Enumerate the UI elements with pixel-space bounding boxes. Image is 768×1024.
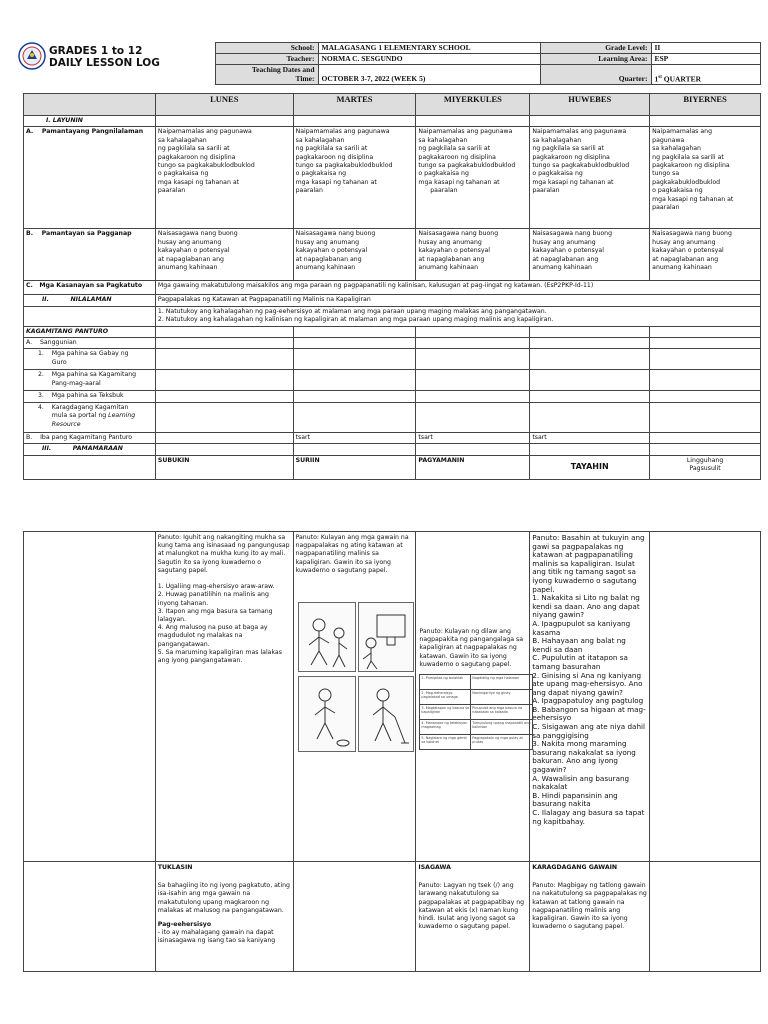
title-line-2: DAILY LESSON LOG (49, 57, 160, 69)
suriin-activity (293, 532, 416, 862)
quarter-value (651, 65, 761, 85)
nilalaman-title: Pagpapalakas ng Katawan at Pagpapanatili ng Malinis na Kapaligiran (155, 295, 760, 306)
pagyamanin-chart-row (420, 735, 533, 750)
pagyamanin-chart-left: 5. Naglalaro ng mga gamit sa kabinet (420, 735, 471, 750)
dates-value: OCTOBER 3-7, 2022 (WEEK 5) (318, 65, 540, 85)
ref-gabay-guro: 1. Mga pahina sa Gabay ng Guro (24, 349, 156, 370)
dates-label-line-1: Teaching Dates and (251, 65, 315, 74)
title-line-1: GRADES 1 to 12 (49, 45, 143, 57)
ref-lr-portal-text: 4. Karagdagang Kagamitan mula sa portal ng (38, 403, 129, 420)
lesson-table (23, 93, 761, 480)
pamantayan-sa-pagganap-label: B. Pamantayan sa Pagganap (24, 229, 156, 281)
subukin-activity: Panuto: Iguhit ang nakangiting mukha sa kung tama ang isinasaad ng pangungusap at malungkot na mukha kung ito ay mali. Sagutin ito sa iyong kuwaderno o sagutang papel. 1. Ugaliing mag-ehersisyo araw-araw. 2. Huwag panatilihin na malinis ang inyong tahanan. 3. Itapon ang mga basura sa tamang lalagyan. 4. Ang malusog na puso at baga ay magdudulot ng malakas na pangangatawan. 5. Sa maruming kapaligiran mas lalakas ang iyong pangangatawan. (155, 532, 293, 862)
grade-level-value: II (651, 43, 761, 54)
pag-eehersisyo-label: Pag-eehersisyo (157, 921, 212, 929)
nilalaman-objective-2: 2. Natutukoy ang kahalagahan ng kalinisan ng kapaligiran at malaman ang mga paraan upang maging malinis ang kapaligiran. (157, 316, 554, 324)
pagyamanin-chart-row (420, 690, 533, 705)
pagyamanin-chart-left: 1. Pumipitas ng bulaklak (420, 675, 471, 690)
pagyamanin-chart-right: Pinupulot ang mga basura na nakakalat sa kalsada (471, 705, 533, 720)
pag-eehersisyo-text: - ito ay mahalagang gawain na dapat isinasagawa ng isang tao sa kaniyang (157, 929, 276, 945)
nilalaman-objective-1: 1. Natutukoy ang kahalagahan ng pag-eehersisyo at malaman ang mga paraan upang maging malakas ang pangangatawan. (157, 307, 547, 315)
day-header-huwebes: HUWEBES (530, 94, 650, 116)
pangnilalaman-lunes: Naipamamalas ang pagunawa sa kahalagahan ng pagkilala sa sarili at pagkakaroon ng disiplina tungo sa pagkakabuklodbuklod o pagkakaisa ng mga kasapi ng tahanan at paaralan (155, 127, 293, 229)
tayahin-label: TAYAHIN (530, 455, 650, 479)
layunin-heading: I. LAYUNIN (24, 116, 156, 127)
pagyamanin-chart-right: Naninigarilyo ng ginay (471, 690, 533, 705)
pangnilalaman-martes: Naipamamalas ang pagunawa sa kahalagahan ng pagkilala sa sarili at pagkakaroon ng disiplina tungo sa pagkakabuklodbuklod o pagkakaisa ng mga kasapi ng tahanan at paaralan (293, 127, 416, 229)
grade-level-label: Grade Level: (540, 43, 651, 54)
pagganap-miyerkules: Naisasagawa nang buong husay ang anumang kakayahan o potensyal at napaglabanan ang anumang kahinaan (416, 229, 530, 281)
pangnilalaman-huwebes: Naipamamalas ang pagunawa sa kahalagahan ng pagkilala sa sarili at pagkakaroon ng disiplina tungo sa pagkakabuklodbuklod o pagkakaisa ng mga kasapi ng tahanan at paaralan (530, 127, 650, 229)
illustration-littering (298, 676, 356, 752)
isagawa-activity (416, 862, 530, 972)
header-grid (17, 42, 761, 85)
isagawa-label: ISAGAWA (418, 864, 451, 871)
pagyamanin-chart-left: 4. Manonood ng telebisyon magdamag (420, 720, 471, 735)
quarter-label: Quarter: (540, 65, 651, 85)
suriin-label: SURIIN (293, 455, 416, 479)
lingguhang-pagsusulit: Lingguhang Pagsusulit (650, 455, 761, 479)
illustration-exercise (298, 602, 356, 672)
kasanayan-text: Mga gawaing makatutulong maisakilos ang mga paraan ng pagpapanatili ng kalinisan, kalusugan at pag-iingat ng katawan. (EsP2PKP-Id-11) (155, 281, 760, 295)
pagyamanin-chart-right: Pagpapakain ng mga gulay at prutas (471, 735, 533, 750)
iba-pang-kagamitan-label: B. Iba pang Kagamitang Panturo (24, 432, 156, 443)
pagyamanin-instructions: Panuto: Kulayan ng dilaw ang nagpapakita ng pangangalaga sa kapaligiran at nagpapalakas ng katawan. Gawin ito sa iyong kuwaderno o sagutang papel. (419, 628, 525, 668)
illustration-television (358, 602, 414, 672)
tsart-martes: tsart (293, 432, 416, 443)
learning-area-value: ESP (651, 54, 761, 65)
learning-area-label: Learning Area: (540, 54, 651, 65)
subukin-label: SUBUKIN (155, 455, 293, 479)
pagyamanin-chart-row (420, 705, 533, 720)
tuklasin-text: Sa bahagiing ito ng iyong pagkatuto, ating isa-isahin ang mga gawain na makatutulong upang magkaroon ng malakas at malusog na pangangatawan. (157, 882, 290, 914)
pamantayang-pangnilalaman-label: A. Pamantayang Pangnilalaman (24, 127, 156, 229)
day-header-miyerkules: MIYERKULES (416, 94, 530, 116)
ref-kagamitang-mag-aaral: 2. Mga pahina sa Kagamitang Pang-mag-aaral (24, 370, 156, 391)
suriin-instructions: Panuto: Kulayan ang mga gawain na nagpapalakas ng ating katawan at nagpapanatiling malinis sa kapaligiran. Gawin ito sa iyong kuwaderno o sagutang papel. (295, 534, 411, 574)
pagyamanin-chart-row (420, 720, 533, 735)
tuklasin-activity (155, 862, 293, 972)
school-label: School: (215, 43, 318, 54)
day-header-lunes: LUNES (155, 94, 293, 116)
quarter-number: 1 (654, 74, 659, 83)
nilalaman-heading: II. NILALAMAN (24, 295, 156, 306)
pagyamanin-label: PAGYAMANIN (416, 455, 530, 479)
tsart-miyerkules: tsart (416, 432, 530, 443)
pagganap-lunes: Naisasagawa nang buong husay ang anumang kakayahan o potensyal at napaglabanan ang anumang kahinaan (155, 229, 293, 281)
day-header-martes: MARTES (293, 94, 416, 116)
quarter-word: QUARTER (661, 74, 701, 83)
pagyamanin-chart-left: 3. Magtatapon ng basura sa kapaligiran (420, 705, 471, 720)
teacher-value: NORMA C. SESGUNDO (318, 54, 540, 65)
ref-lr-portal-italic: Learning Resource (51, 412, 136, 428)
isagawa-text: Panuto: Lagyan ng tsek (/) ang larawang nakatutulong sa pagpapalakas at pagpapatibay ng katawan at ekis (x) naman kung hindi. Isulat ang iyong sagot sa kuwaderno o sagutang papel. (418, 882, 525, 931)
tayahin-activity: Panuto: Basahin at tukuyin ang gawi sa pagpapalakas ng katawan at pagpapanatiling malinis sa kapaligiran. Isulat ang titik ng tamang sagot sa iyong kuwaderno o sagutang papel. 1. Nakakita si Lito ng balat ng kendi sa daan. Ano ang dapat niyang gawin? A. Ipagpupulot sa kaniyang kasama B. Hahayaan ang balat ng kendi sa daan C. Pupulutin at itatapon sa tamang basurahan 2. Ginising si Ana ng kaniyang ate upang mag-ehersisyo. Ano ang dapat niyang gawin? A. Ipagpapatuloy ang pagtulog B. Babangon sa higaan at mag-eehersisyo C. Sisigawan ang ate niya dahil sa panggigising 3. Nakita mong maraming basurang nakakalat sa iyong bakuran. Ano ang iyong gagawin? A. Wawalisin ang basurang nakakalat B. Hindi papansinin ang basurang nakita C. Ilalagay ang basura sa tapat ng kapitbahay. (530, 532, 650, 862)
pagyamanin-chart-right: Tumutulong upang mapanatili ang kalinisan (471, 720, 533, 735)
karagdagang-gawain-text: Panuto: Magbigay ng tatlong gawain na nakatutulong sa pagpapalakas ng katawan at tatlong gawain na nagpapanatiling malinis ang kapaligiran. Gawin ito sa iyong kuwaderno o sagutang papel. (532, 882, 647, 931)
quarter-suffix: st (658, 74, 662, 80)
pagganap-martes: Naisasagawa nang buong husay ang anumang kakayahan o potensyal at napaglabanan ang anumang kahinaan (293, 229, 416, 281)
teacher-label: Teacher: (215, 54, 318, 65)
pagganap-biyernes: Naisasagawa nang buong husay ang anumang kakayahan o potensyal at napaglabanan ang anumang kahinaan (650, 229, 761, 281)
pagyamanin-chart (419, 674, 533, 750)
kagamitang-panturo-heading: KAGAMITANG PANTURO (24, 326, 156, 337)
school-value: MALAGASANG 1 ELEMENTARY SCHOOL (318, 43, 540, 54)
ref-teksbuk: 3. Mga pahina sa Teksbuk (24, 391, 156, 402)
illustration-sweeping (358, 676, 414, 752)
kasanayan-label: C. Mga Kasanayan sa Pagkatuto (24, 281, 156, 295)
tsart-huwebes: tsart (530, 432, 650, 443)
pagyamanin-chart-right: Nagdidilig ng mga halaman (471, 675, 533, 690)
pagyamanin-chart-row (420, 675, 533, 690)
karagdagang-gawain-label: KARAGDAGANG GAWAIN (532, 864, 618, 871)
pangnilalaman-miyerkules: Naipamamalas ang pagunawa sa kahalagahan ng pagkilala sa sarili at pagkakaroon ng disiplina tungo sa pagkakabuklodbuklod o pagkakaisa ng mga kasapi ng tahanan at paaralan (416, 127, 530, 229)
nilalaman-objectives (155, 306, 760, 326)
pangnilalaman-biyernes: Naipamamalas ang pagunawa sa kahalagahan ng pagkilala sa sarili at pagkakaroon ng disiplina tungo sa pagkakabuklodbuklod o pagkakaisa ng mga kasapi ng tahanan at paaralan (650, 127, 761, 229)
pagyamanin-chart-left: 2. Mag-eehersisyo paglalakad sa umaga (420, 690, 471, 705)
tuklasin-label: TUKLASIN (157, 864, 193, 871)
dates-label-line-2: Time: (295, 74, 315, 83)
karagdagang-gawain-activity (530, 862, 650, 972)
day-header-biyernes: BIYERNES (650, 94, 761, 116)
pamamaraan-heading: III. PAMAMARAAN (24, 444, 156, 455)
sanggunian-label: A. Sanggunian (24, 338, 156, 349)
ref-lr-portal (24, 402, 156, 432)
pagganap-huwebes: Naisasagawa nang buong husay ang anumang kakayahan o potensyal at napaglabanan ang anumang kahinaan (530, 229, 650, 281)
pagyamanin-activity (416, 532, 530, 862)
dates-label (215, 65, 318, 85)
lesson-table-page-2 (23, 531, 761, 972)
